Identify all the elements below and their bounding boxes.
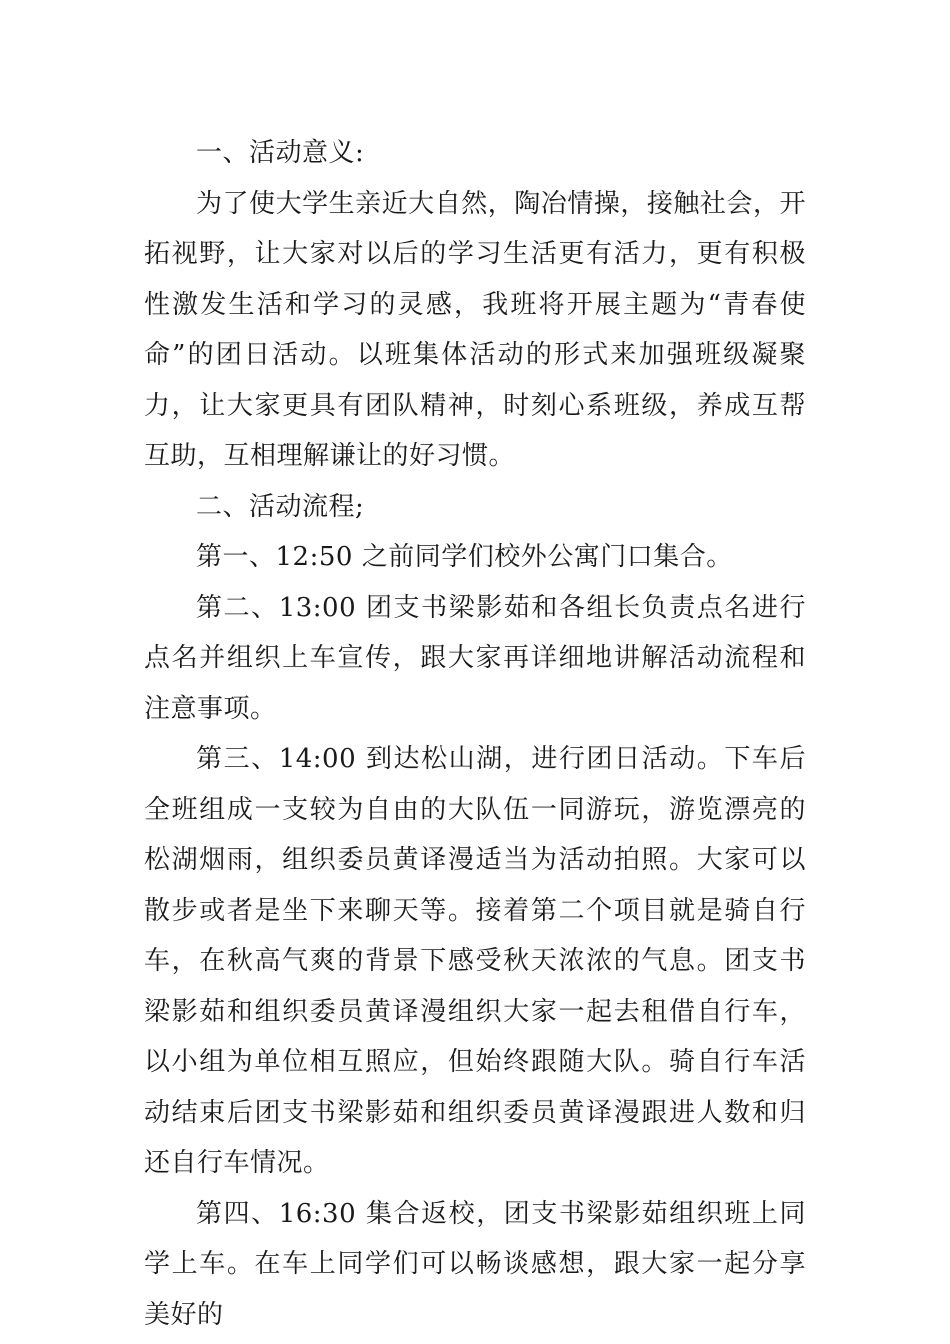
section-heading-process: 二、活动流程;: [196, 491, 365, 522]
paragraph-step-4: 第四、16:30 集合返校，团支书梁影茹组织班上同学上车。在车上同学们可以畅谈感想，跟大家一起分享美好的: [144, 1198, 806, 1330]
paragraph-significance: 为了使大学生亲近大自然，陶冶情操，接触社会，开拓视野，让大家对以后的学习生活更有活力，更有积极性激发生活和学习的灵感，我班将开展主题为“青春使命”的团日活动。以班集体活动的形式来加强班级凝聚力，让大家更具有团队精神，时刻心系班级，养成互帮互助，互相理解谦让的好习惯。: [144, 188, 806, 471]
document-page: [144, 128, 806, 1340]
paragraph-step-3: 第三、14:00 到达松山湖，进行团日活动。下车后全班组成一支较为自由的大队伍一同游玩，游览漂亮的松湖烟雨，组织委员黄译漫适当为活动拍照。大家可以散步或者是坐下来聊天等。接着第二个项目就是骑自行车，在秋高气爽的背景下感受秋天浓浓的气息。团支书梁影茹和组织委员黄译漫组织大家一起去租借自行车，以小组为单位相互照应，但始终跟随大队。骑自行车活动结束后团支书梁影茹和组织委员黄译漫跟进人数和归还自行车情况。: [144, 744, 806, 1178]
section-heading-significance: 一、活动意义:: [196, 138, 365, 168]
paragraph-step-1: 第一、12:50 之前同学们校外公寓门口集合。: [196, 542, 733, 572]
paragraph-step-2: 第二、13:00 团支书梁影茹和各组长负责点名进行点名并组织上车宣传，跟大家再详细地讲解活动流程和注意事项。: [144, 592, 806, 724]
